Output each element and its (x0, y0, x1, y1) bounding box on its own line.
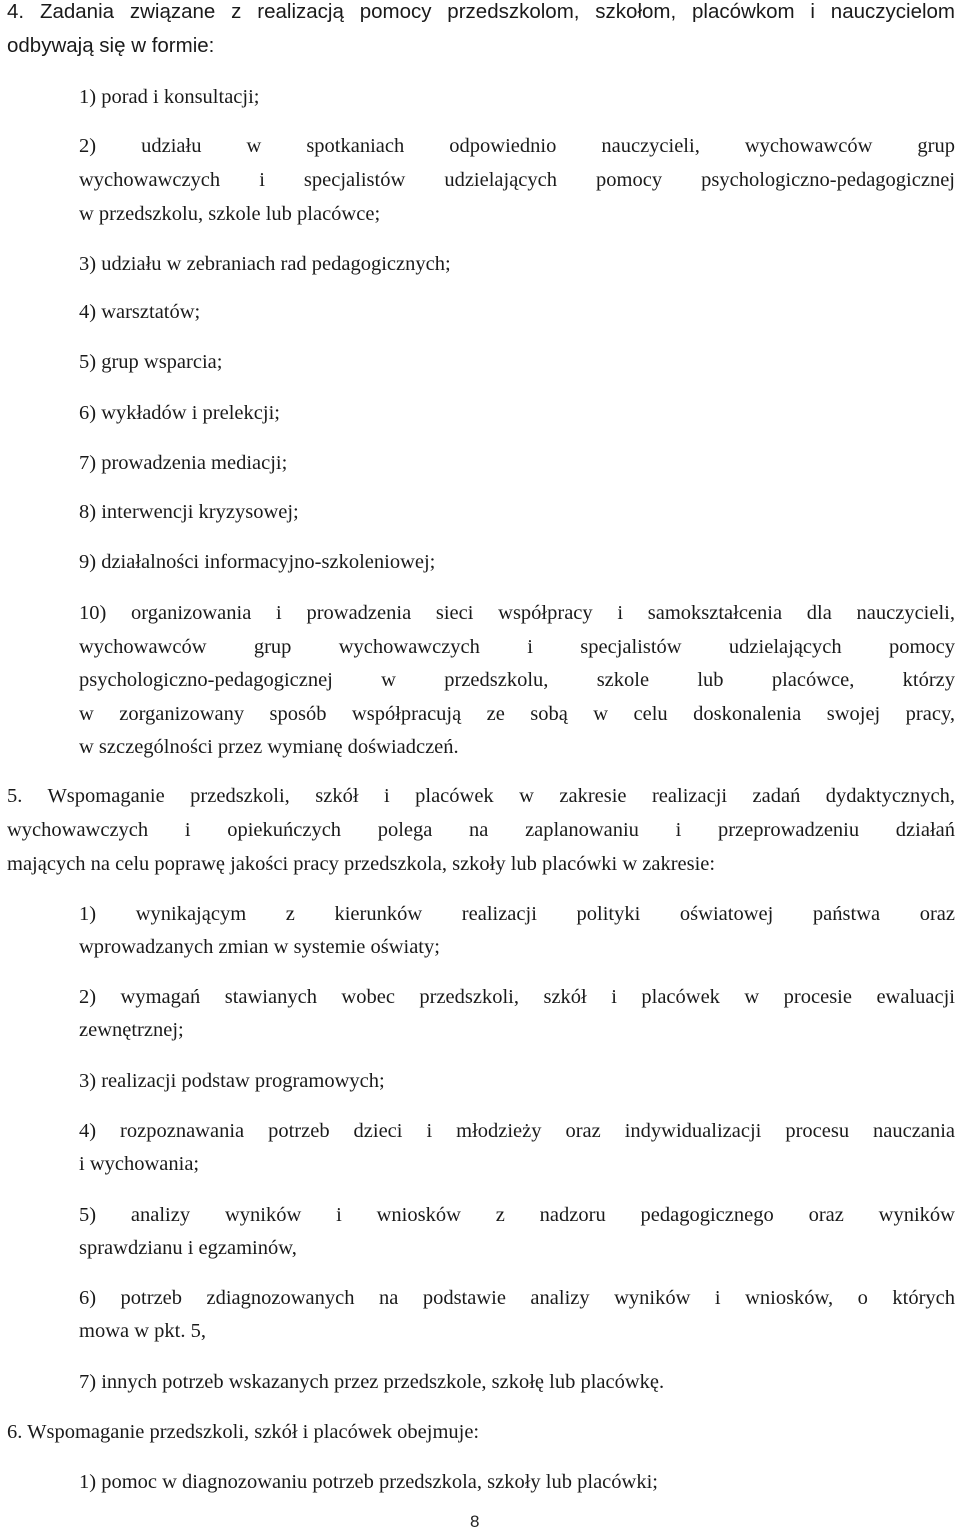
section-6-intro: 6. Wspomaganie przedszkoli, szkół i placówek obejmuje: (7, 1421, 480, 1443)
list-item-5-3: 3) realizacji podstaw programowych; (79, 1070, 385, 1092)
list-item-5-4-line-2: i wychowania; (79, 1153, 200, 1175)
list-item-5-1-line-2: wprowadzanych zmian w systemie oświaty; (79, 936, 440, 958)
section-4-intro-line-1: 4. Zadania związane z realizacją pomocy przedszkolom, szkołom, placówkom i nauczycielom (7, 0, 955, 23)
section-5-intro-line-3: mających na celu poprawę jakości pracy przedszkola, szkoły lub placówki w zakresie: (7, 853, 716, 875)
list-item-5-6-line-2: mowa w pkt. 5, (79, 1320, 206, 1342)
list-item-5-2-line-2: zewnętrznej; (79, 1019, 184, 1041)
list-item-4-9: 9) działalności informacyjno-szkoleniowej; (79, 551, 436, 573)
section-5-intro-line-1: 5. Wspomaganie przedszkoli, szkół i placówek w zakresie realizacji zadań dydaktycznych, (7, 785, 955, 807)
page-number: 8 (470, 1512, 480, 1531)
list-item-4-10-line-2: wychowawców grup wychowawczych i specjalistów udzielających pomocy (79, 636, 955, 658)
list-item-4-1: 1) porad i konsultacji; (79, 86, 260, 108)
list-item-4-5: 5) grup wsparcia; (79, 351, 223, 373)
list-item-6-1: 1) pomoc w diagnozowaniu potrzeb przedszkola, szkoły lub placówki; (79, 1471, 658, 1493)
list-item-4-10-line-1: 10) organizowania i prowadzenia sieci współpracy i samokształcenia dla nauczycieli, (79, 602, 955, 624)
list-item-4-3: 3) udziału w zebraniach rad pedagogicznych; (79, 253, 451, 275)
list-item-5-7: 7) innych potrzeb wskazanych przez przedszkole, szkołę lub placówkę. (79, 1371, 665, 1393)
list-item-4-7: 7) prowadzenia mediacji; (79, 452, 288, 474)
list-item-4-10-line-5: w szczególności przez wymianę doświadczeń. (79, 736, 459, 758)
list-item-5-4-line-1: 4) rozpoznawania potrzeb dzieci i młodzieży oraz indywidualizacji procesu nauczania (79, 1120, 955, 1142)
list-item-4-8: 8) interwencji kryzysowej; (79, 501, 299, 523)
section-5-intro-line-2: wychowawczych i opiekuńczych polega na zaplanowaniu i przeprowadzeniu działań (7, 819, 955, 841)
list-item-5-6-line-1: 6) potrzeb zdiagnozowanych na podstawie analizy wyników i wniosków, o których (79, 1287, 955, 1309)
list-item-4-2-line-2: wychowawczych i specjalistów udzielających pomocy psychologiczno-pedagogicznej (79, 169, 955, 191)
list-item-5-5-line-1: 5) analizy wyników i wniosków z nadzoru pedagogicznego oraz wyników (79, 1204, 955, 1226)
list-item-4-2-line-3: w przedszkolu, szkole lub placówce; (79, 203, 381, 225)
list-item-4-10-line-4: w zorganizowany sposób współpracują ze sobą w celu doskonalenia swojej pracy, (79, 703, 955, 725)
list-item-4-2-line-1: 2) udziału w spotkaniach odpowiednio nauczycieli, wychowawców grup (79, 135, 955, 157)
list-item-5-1-line-1: 1) wynikającym z kierunków realizacji polityki oświatowej państwa oraz (79, 903, 955, 925)
list-item-5-5-line-2: sprawdzianu i egzaminów, (79, 1237, 297, 1259)
list-item-4-4: 4) warsztatów; (79, 301, 201, 323)
list-item-5-2-line-1: 2) wymagań stawianych wobec przedszkoli, szkół i placówek w procesie ewaluacji (79, 986, 955, 1008)
section-4-intro-line-2: odbywają się w formie: (7, 34, 215, 57)
list-item-4-10-line-3: psychologiczno-pedagogicznej w przedszkolu, szkole lub placówce, którzy (79, 669, 955, 691)
list-item-4-6: 6) wykładów i prelekcji; (79, 402, 280, 424)
